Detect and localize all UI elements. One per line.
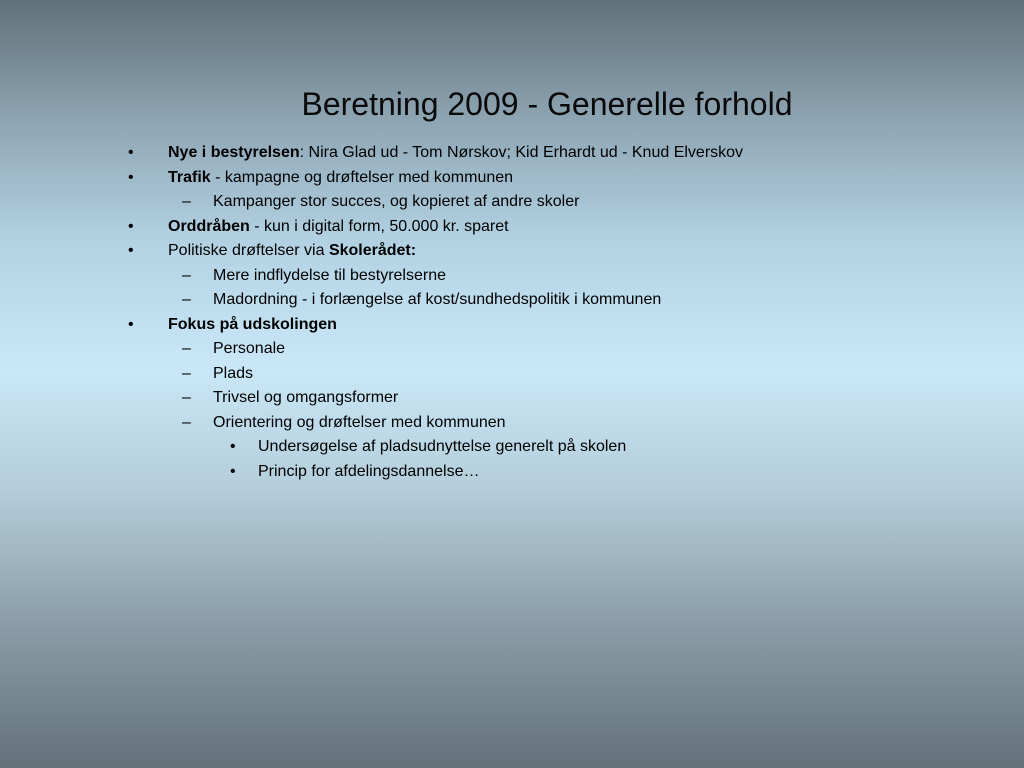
- dash-marker: –: [182, 340, 191, 357]
- bold-label: Orddråben: [168, 217, 250, 235]
- item-text: Kampanger stor succes, og kopieret af andre skoler: [213, 193, 580, 210]
- list-item-fokus-pa-udskolingen: [0, 314, 1024, 339]
- bold-label: Fokus på udskolingen: [168, 315, 337, 333]
- list-item-text: [168, 240, 416, 262]
- slide-title: Beretning 2009 - Generelle forhold: [301, 86, 793, 122]
- item-text: Politiske drøftelser via: [168, 242, 329, 259]
- sub-item-personale: [0, 338, 1024, 363]
- bullet-marker: •: [230, 438, 236, 455]
- item-text: - kun i digital form, 50.000 kr. sparet: [249, 217, 509, 235]
- item-text: Orientering og drøftelser med kommunen: [213, 413, 506, 431]
- sub-item-trivsel: [0, 387, 1024, 412]
- item-text: Princip for afdelingsdannelse…: [258, 462, 480, 480]
- list-item-nye-i-bestyrelsen: [0, 142, 1024, 167]
- bullet-marker: •: [128, 168, 134, 186]
- list-item-orddraben: [0, 216, 1024, 241]
- dash-marker: –: [182, 291, 191, 308]
- sub-sub-item-undersogelse: [0, 436, 1024, 461]
- dash-marker: –: [182, 364, 191, 382]
- item-text: - kampagne og drøftelser med kommunen: [210, 168, 514, 186]
- bold-label: Trafik: [168, 168, 211, 186]
- bullet-marker: •: [128, 242, 134, 259]
- bold-label: Nye i bestyrelsen: [168, 144, 300, 161]
- item-text: : Nira Glad ud - Tom Nørskov; Kid Erhardt ud - Knud Elverskov: [299, 144, 744, 161]
- bullet-list: [0, 142, 1024, 485]
- sub-item-orientering: [0, 412, 1024, 437]
- bullet-marker: •: [128, 315, 134, 333]
- list-item-text: [168, 142, 743, 164]
- list-item-text: [168, 216, 509, 238]
- item-text: Trivsel og omgangsformer: [213, 389, 399, 406]
- item-text: Personale: [213, 340, 286, 357]
- item-text: Madordning - i forlængelse af kost/sundhedspolitik i kommunen: [213, 291, 662, 308]
- sub-item-madordning: [0, 289, 1024, 314]
- list-item-politiske-droftelser: [0, 240, 1024, 265]
- list-item-trafik: [0, 167, 1024, 192]
- dash-marker: –: [182, 193, 191, 210]
- item-text: Undersøgelse af pladsudnyttelse generelt på skolen: [258, 438, 627, 455]
- item-text: Plads: [213, 364, 254, 382]
- sub-item-plads: [0, 363, 1024, 388]
- bold-label: Skolerådet:: [328, 242, 417, 259]
- dash-marker: –: [182, 266, 191, 284]
- title-area: [0, 0, 1024, 140]
- sub-item-kampanger: [0, 191, 1024, 216]
- sub-sub-item-princip: [0, 461, 1024, 486]
- bullet-marker: •: [128, 144, 134, 161]
- dash-marker: –: [182, 413, 191, 431]
- list-item-text: [168, 167, 513, 189]
- bullet-marker: •: [128, 217, 134, 235]
- dash-marker: –: [182, 389, 191, 406]
- list-item-text: [168, 314, 337, 336]
- bullet-marker: •: [230, 462, 236, 480]
- item-text: Mere indflydelse til bestyrelserne: [213, 266, 446, 284]
- sub-item-mere-indflydelse: [0, 265, 1024, 290]
